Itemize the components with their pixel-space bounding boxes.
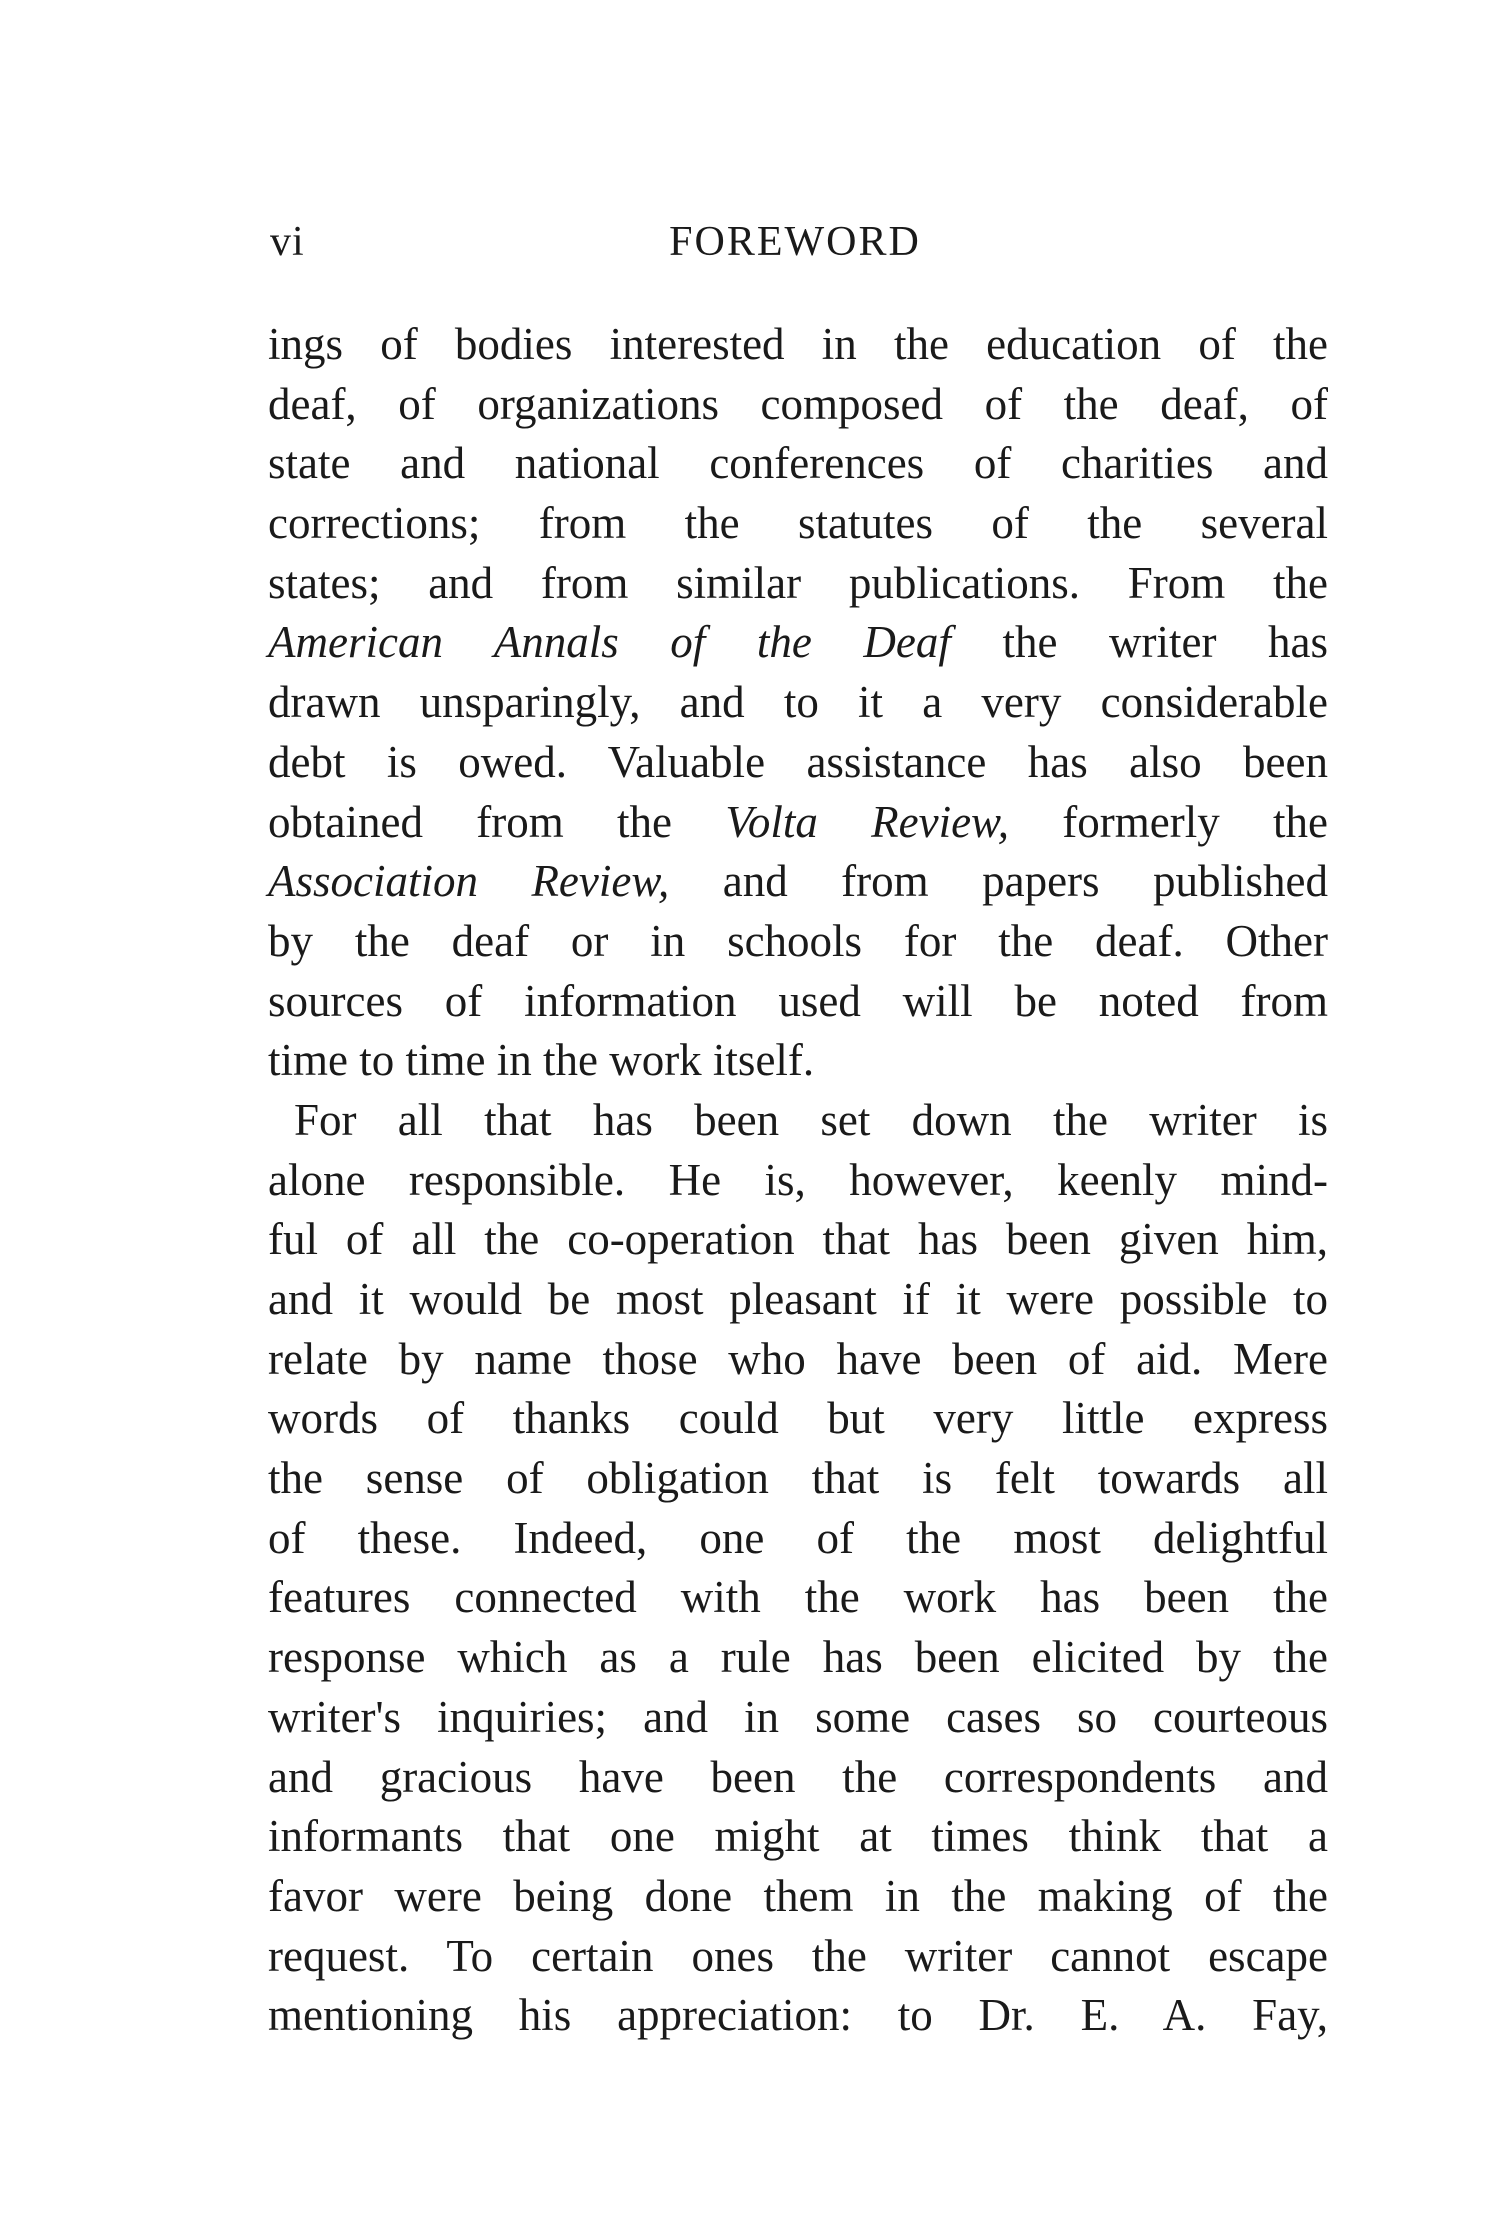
italic-title: Association Review, (268, 856, 670, 907)
text-line: words of thanks could but very little express (268, 1393, 1328, 1444)
text-line: states; and from similar publications. From the (268, 557, 1328, 608)
text-line: For all that has been set down the writer is (294, 1094, 1328, 1145)
page-number: vi (270, 219, 305, 265)
text-line: of these. Indeed, one of the most delightful (268, 1512, 1328, 1563)
text-line: informants that one might at times think that a (268, 1811, 1328, 1862)
text-line: and it would be most pleasant if it were possible to (268, 1274, 1328, 1324)
text-line: by the deaf or in schools for the deaf. Other (268, 915, 1328, 966)
text-line: writer's inquiries; and in some cases so courteous (268, 1691, 1328, 1742)
text-line: drawn unsparingly, and to it a very considerable (268, 677, 1328, 728)
text-line: ings of bodies interested in the education of the (268, 319, 1328, 369)
running-head: FOREWORD (669, 219, 921, 265)
text-line: alone responsible. He is, however, keenly mind- (268, 1154, 1328, 1205)
text-line: obtained from the Volta Review, formerly the (268, 796, 1329, 847)
text-line: Association Review, and from papers published (268, 856, 1329, 907)
text-line: favor were being done them in the making of the (268, 1870, 1328, 1921)
text-line: time to time in the work itself. (268, 1035, 815, 1086)
text-line: ful of all the co-operation that has been given him, (268, 1214, 1328, 1265)
body-text (268, 315, 1328, 2046)
text-line: state and national conferences of charities and (268, 438, 1328, 489)
italic-title: Volta Review, (725, 796, 1009, 847)
text-line: deaf, of organizations composed of the deaf, of (268, 378, 1328, 429)
text-line: American Annals of the Deaf the writer has (268, 617, 1328, 668)
text-line: debt is owed. Valuable assistance has also been (268, 736, 1328, 787)
text-line: features connected with the work has been the (268, 1572, 1328, 1623)
text-line: corrections; from the statutes of the several (268, 498, 1328, 549)
italic-title: American Annals of the Deaf (268, 617, 951, 668)
text-line: relate by name those who have been of aid. Mere (268, 1333, 1328, 1384)
text-line: and gracious have been the correspondents and (268, 1751, 1328, 1802)
text-line: request. To certain ones the writer cannot escape (268, 1930, 1328, 1981)
text-line: the sense of obligation that is felt towards all (268, 1453, 1328, 1504)
text-line: response which as a rule has been elicited by the (268, 1632, 1328, 1683)
page-header (270, 218, 1320, 278)
text-line: sources of information used will be noted from (268, 975, 1328, 1026)
text-line: mentioning his appreciation: to Dr. E. A. Fay, (268, 1990, 1328, 2041)
